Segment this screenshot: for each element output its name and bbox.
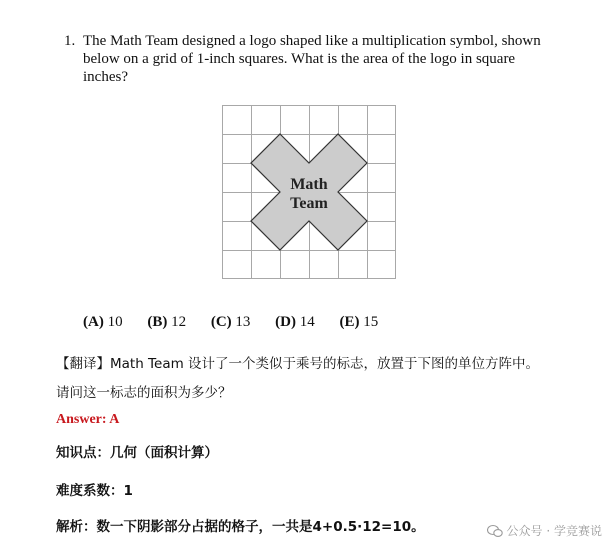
answer-choices [83, 314, 399, 331]
logo-text-line1: Math [290, 176, 328, 193]
choice-b: (B) 12 [147, 314, 187, 330]
watermark-text: 公众号 · 学竞赛说 [506, 524, 602, 538]
choice-a: (A) 10 [83, 314, 123, 330]
wechat-icon [487, 524, 503, 538]
choice-e: (E) 15 [339, 314, 379, 330]
difficulty: 难度系数：1 [56, 483, 133, 499]
logo-text-line2: Team [290, 195, 328, 212]
question-text: The Math Team designed a logo shaped like a multiplication symbol, shown below on a grid of 1-inch squares. What is the area of the logo in square inches? [83, 33, 541, 85]
solution-text: 解析：数一下阴影部分占据的格子，一共是4+0.5·12=10。 [56, 519, 425, 535]
question-number: 1. [64, 33, 76, 49]
watermark [487, 522, 602, 539]
knowledge-point: 知识点：几何（面积计算） [56, 445, 218, 461]
logo-grid-figure [222, 105, 396, 279]
choice-d: (D) 14 [275, 314, 315, 330]
translation-line-1: 【翻译】Math Team 设计了一个类似于乘号的标志，放置于下图的单位方阵中。 [56, 356, 540, 372]
choice-c: (C) 13 [210, 314, 251, 330]
translation-line-2: 请问这一标志的面积为多少？ [56, 385, 232, 401]
answer-text: Answer: A [56, 412, 120, 427]
